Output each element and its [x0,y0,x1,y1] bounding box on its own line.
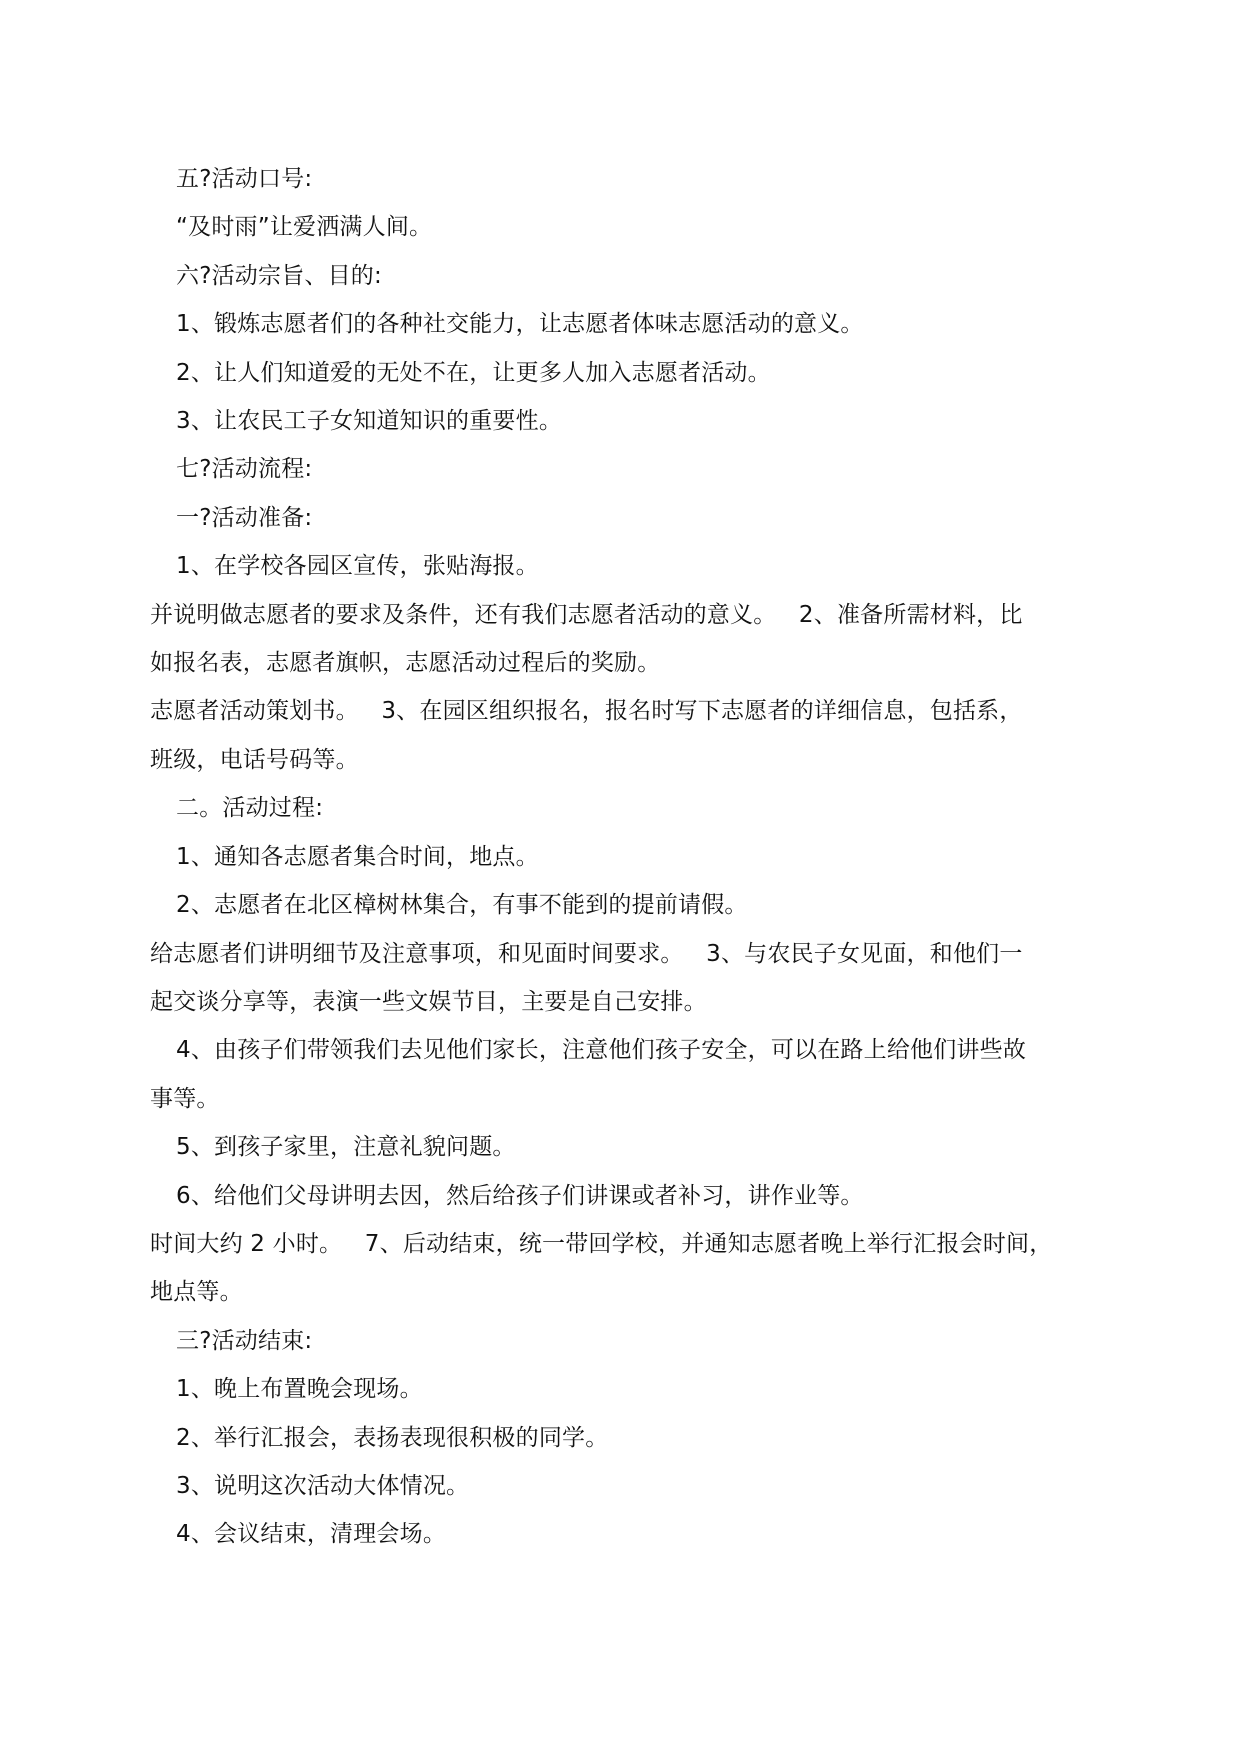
text-line: 1、通知各志愿者集合时间，地点。 [176,843,539,870]
text-line: 事等。 [150,1085,220,1112]
text-line: 三?活动结束: [176,1327,313,1354]
text-line: 1、在学校各园区宣传，张贴海报。 [176,553,539,580]
text-line: 3、让农民工子女知道知识的重要性。 [176,408,563,435]
text-line: 时间大约 2 小时。 7、后动结束，统一带回学校，并通知志愿者晚上举行汇报会时间， [150,1230,1053,1257]
text-line: 一?活动准备: [176,504,313,531]
text-line: 并说明做志愿者的要求及条件，还有我们志愿者活动的意义。 2、准备所需材料，比 [150,601,1023,628]
text-line: 2、志愿者在北区樟树林集合，有事不能到的提前请假。 [176,892,748,919]
text-line: 志愿者活动策划书。 3、在园区组织报名，报名时写下志愿者的详细信息，包括系， [150,698,1023,725]
text-line: 地点等。 [150,1279,243,1306]
text-line: 4、会议结束，清理会场。 [176,1521,447,1548]
text-line: 1、锻炼志愿者们的各种社交能力，让志愿者体味志愿活动的意义。 [176,311,864,338]
text-line: 二。活动过程: [176,795,324,822]
document-body [150,155,1100,1559]
text-line: 4、由孩子们带领我们去见他们家长，注意他们孩子安全，可以在路上给他们讲些故 [176,1037,1027,1064]
text-line: 五?活动口号: [176,166,313,192]
text-line: “及时雨”让爱洒满人间。 [176,214,433,241]
text-line: 七?活动流程: [176,456,313,483]
text-line: 1、晚上布置晚会现场。 [176,1376,423,1403]
text-line: 5、到孩子家里，注意礼貌问题。 [176,1134,516,1161]
text-line: 2、让人们知道爱的无处不在，让更多人加入志愿者活动。 [176,359,771,386]
text-line: 如报名表，志愿者旗帜，志愿活动过程后的奖励。 [150,650,661,677]
text-line: 6、给他们父母讲明去因，然后给孩子们讲课或者补习，讲作业等。 [176,1182,864,1209]
text-line: 2、举行汇报会，表扬表现很积极的同学。 [176,1424,609,1451]
text-line: 起交谈分享等，表演一些文娱节目，主要是自己安排。 [150,988,707,1015]
text-line: 3、说明这次活动大体情况。 [176,1472,470,1499]
text-line: 班级，电话号码等。 [150,746,359,773]
text-line: 六?活动宗旨、目的: [176,262,382,289]
text-line: 给志愿者们讲明细节及注意事项，和见面时间要求。 3、与农民子女见面，和他们一 [150,940,1023,967]
